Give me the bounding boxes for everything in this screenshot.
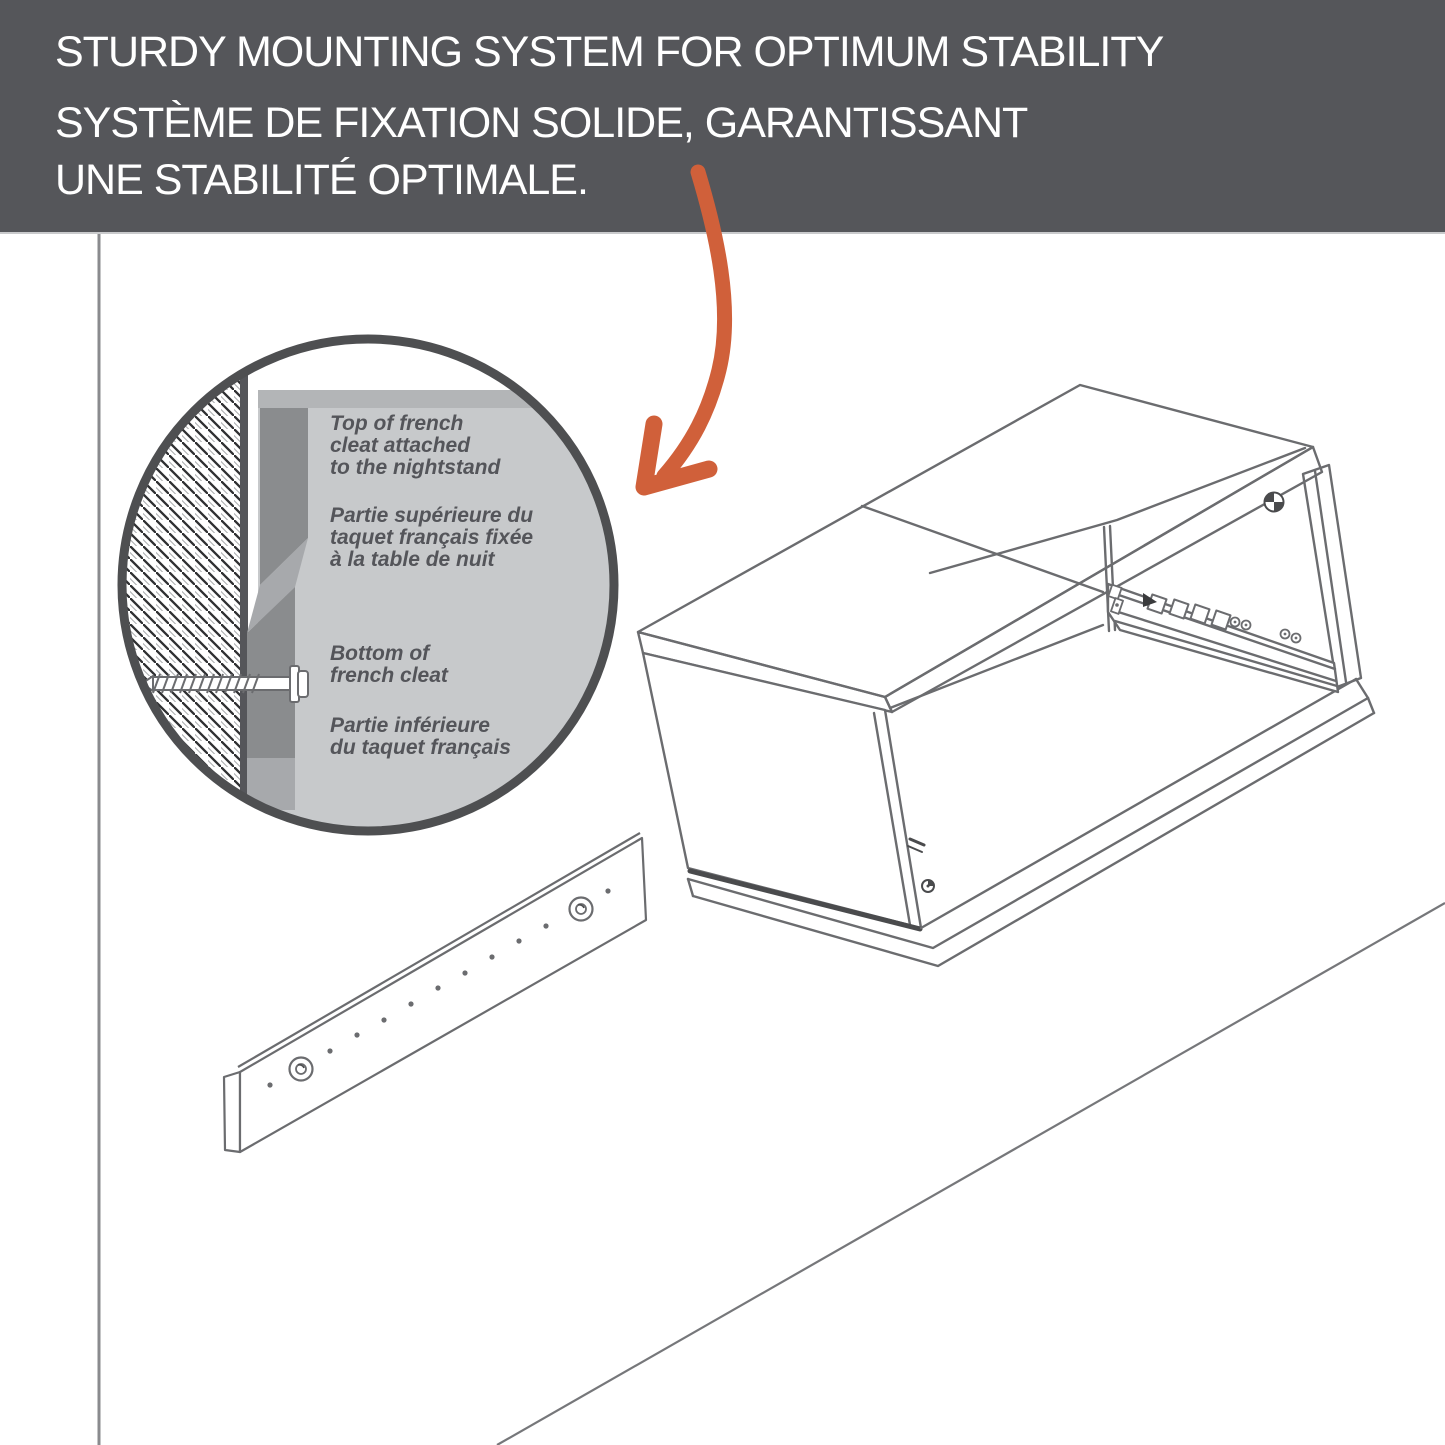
banner-title-fr-line1: SYSTÈME DE FIXATION SOLIDE, GARANTISSANT (55, 99, 1028, 147)
callout-label-top-cleat-en: to the nightstand (330, 456, 501, 479)
mounting-cleat-board (224, 833, 646, 1152)
right-side-panel (1303, 465, 1361, 687)
callout-label-bottom-cleat-en: Bottom of (330, 642, 430, 665)
left-side-panel (643, 653, 921, 928)
callout-label-bottom-cleat-fr: Partie inférieure (330, 714, 490, 737)
cam-lock-fitting (570, 898, 593, 921)
callout-label-bottom-cleat-fr: du taquet français (330, 736, 511, 759)
callout-label-top-cleat-fr: taquet français fixée (330, 526, 534, 549)
detail-callout-circle (118, 335, 628, 845)
cam-lock-icon (1265, 493, 1284, 512)
callout-label-top-cleat-en: Top of french (330, 412, 464, 435)
nightstand-top-section (258, 390, 628, 408)
drawer-slide-rail (1108, 584, 1338, 692)
callout-label-top-cleat-fr: à la table de nuit (330, 548, 495, 571)
nightstand-illustration (638, 385, 1374, 966)
floor-edge-line (497, 903, 1445, 1445)
banner-title-fr-line2: UNE STABILITÉ OPTIMALE. (55, 156, 588, 204)
curved-arrow-icon (644, 172, 725, 487)
callout-label-top-cleat-en: cleat attached (330, 434, 471, 457)
cam-lock-fitting (290, 1058, 313, 1081)
banner-title-en: STURDY MOUNTING SYSTEM FOR OPTIMUM STABILITY (55, 28, 1164, 76)
callout-label-top-cleat-fr: Partie supérieure du (330, 504, 534, 527)
wall-surface-edge (240, 335, 248, 845)
callout-label-bottom-cleat-en: french cleat (330, 664, 448, 687)
wall-hatch (118, 335, 248, 845)
